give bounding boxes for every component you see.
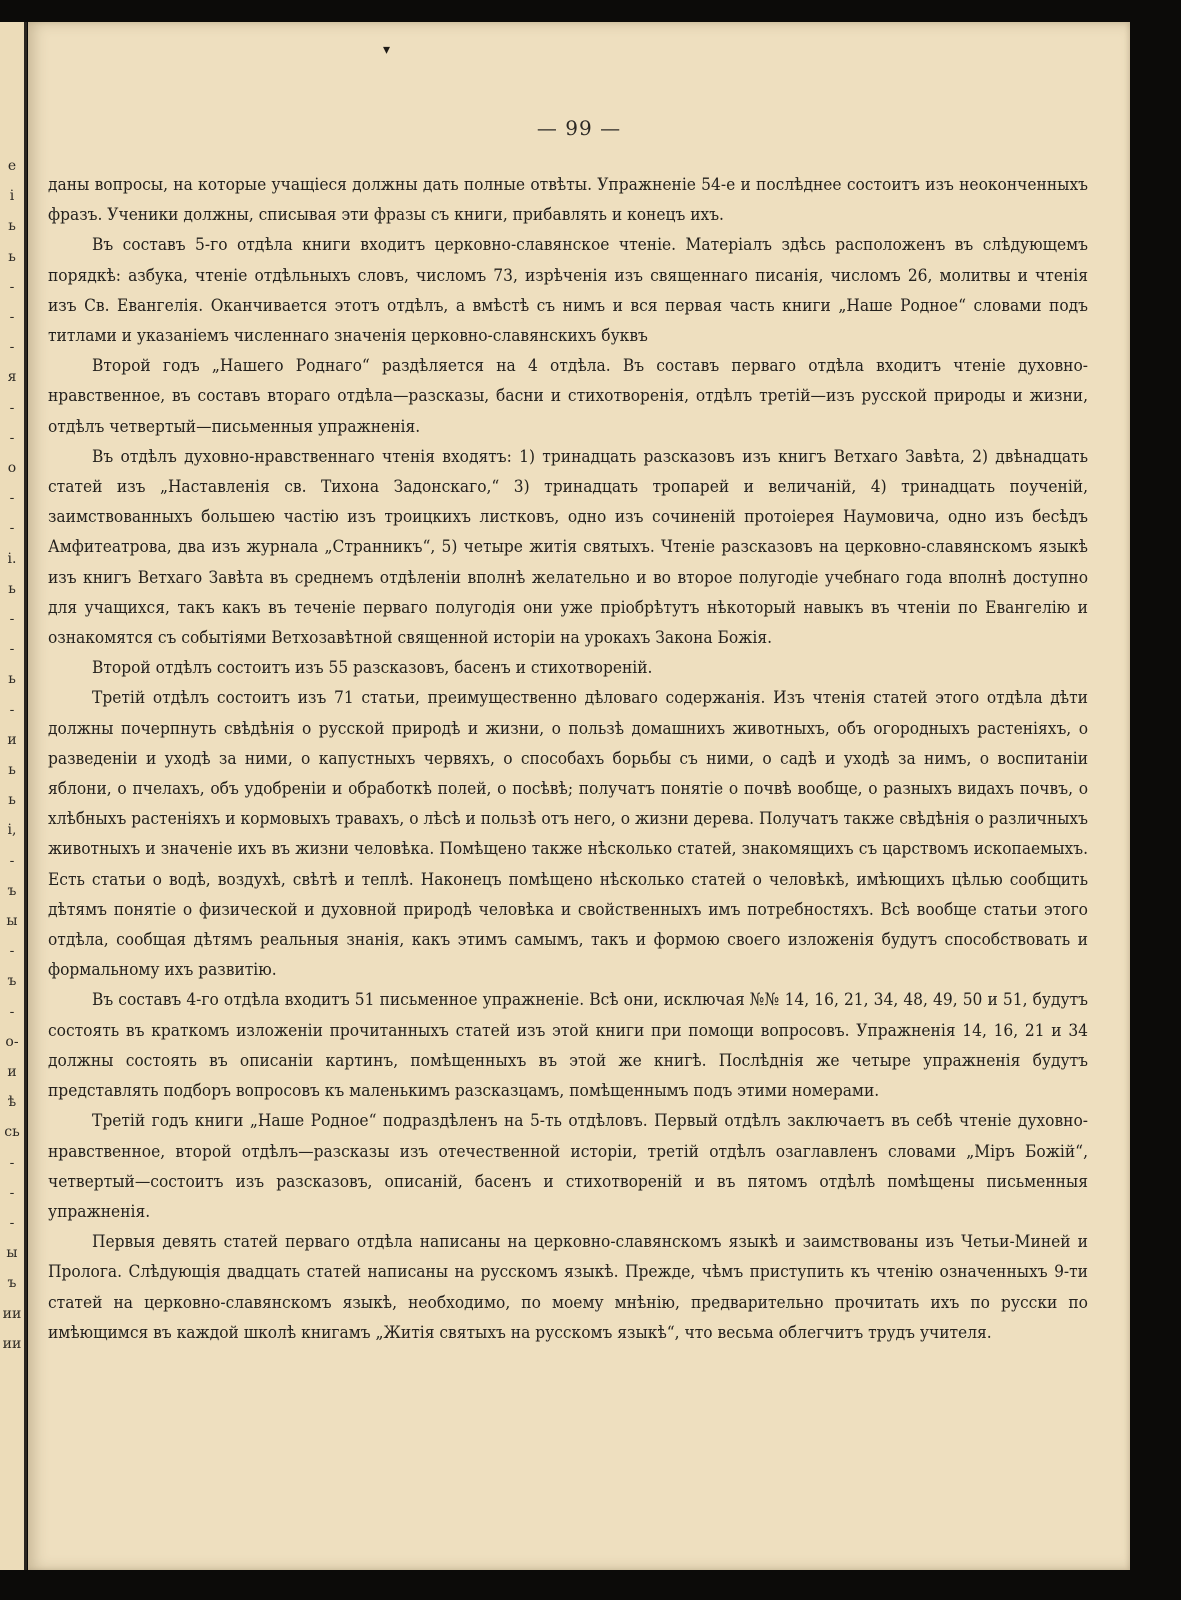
left-page-fragment: ии xyxy=(2,1335,22,1352)
paragraph-4: Въ отдѣлъ духовно-нравственнаго чтенія входятъ: 1) тринадцать разсказовъ изъ книгъ Ветхаго Завѣта, 2) двѣнадцать статей изъ „Наставленія св. Тихона Задонскаго,“ 3) тринадцать тропарей и величаній, 4) тринадцать поученій, заимствованныхъ большею частію изъ троицкихъ листковъ, одно изъ сочиненій протоіерея Наумовича, одно изъ бесѣдъ Амфитеатрова, два изъ журнала „Странникъ“, 5) четыре житія святыхъ. Чтеніе разсказовъ на церковно-славянскомъ языкѣ изъ книгъ Ветхаго Завѣта въ среднемъ отдѣленіи вполнѣ желательно и во второе полугодіе учебнаго года вполнѣ доступно для учащихся, такъ какъ въ теченіе перваго полугодія они уже пріобрѣтутъ нѣкоторый навыкъ въ чтеніи по Евангелію и ознакомятся съ событіями Ветхозавѣтной священной исторіи на урокахъ Закона Божія. xyxy=(48,446,1088,649)
left-page-edge xyxy=(0,22,27,1570)
left-page-fragment: ъ xyxy=(7,973,17,990)
left-page-fragment: ии xyxy=(2,1305,22,1322)
left-page-fragment: - xyxy=(9,641,15,658)
left-page-fragment: ь xyxy=(8,671,16,688)
left-page-fragment: е xyxy=(7,158,17,174)
left-page-fragment: - xyxy=(9,429,15,446)
left-page-fragment: ь xyxy=(8,792,16,809)
left-page-fragment: - xyxy=(9,1215,15,1231)
left-page-fragment: ь xyxy=(8,248,16,265)
left-page-fragment: ъ xyxy=(7,882,17,899)
left-page-fragment: - xyxy=(9,339,15,356)
paragraph-5: Второй отдѣлъ состоитъ изъ 55 разсказовъ, басенъ и стихотвореній. xyxy=(92,658,653,679)
left-page-fragment: ѣ xyxy=(7,1094,17,1111)
left-page-fragment: - xyxy=(9,1003,15,1020)
left-page-fragment: і, xyxy=(7,822,17,839)
paragraph-9: Первыя девять статей перваго отдѣла написаны на церковно-славянскомъ языкѣ и заимствованы изъ Четьи-Миней и Пролога. Слѣдующія двадцать статей написаны на русскомъ языкѣ. Прежде, чѣмъ приступить къ чтенію означенныхъ 9-ти статей на церковно-славянскомъ языкѣ, необходимо, по моему мнѣнію, предварительно прочитать ихъ по русски по имѣющимся въ каждой школѣ книгамъ „Житія святыхъ на русскомъ языкѣ“, что весьма облегчитъ трудъ учителя. xyxy=(48,1232,1088,1343)
left-page-fragment: - xyxy=(9,278,15,295)
paragraph-8: Третій годъ книги „Наше Родное“ подраздѣленъ на 5-ть отдѣловъ. Первый отдѣлъ заключаетъ въ себѣ чтеніе духовно-нравственное, второй отдѣлъ—разсказы изъ отечественной исторіи, третій отдѣлъ озаглавленъ словами „Міръ Божій“, четвертый—состоитъ изъ разсказовъ, описаній, басенъ и стихотвореній и въ пятомъ отдѣлѣ помѣщены письменныя упражненія. xyxy=(48,1111,1088,1222)
left-page-fragment: - xyxy=(9,399,15,416)
left-page-fragment: - xyxy=(9,943,15,960)
left-page-fragment: і. xyxy=(7,550,17,567)
left-page-fragment: - xyxy=(9,611,15,627)
page-corner-notch: ▾ xyxy=(383,42,391,58)
book-page xyxy=(28,22,1130,1570)
paragraph-2: Въ составъ 5-го отдѣла книги входитъ церковно-славянское чтеніе. Матеріалъ здѣсь расположенъ въ слѣдующемъ порядкѣ: азбука, чтеніе отдѣльныхъ словъ, числомъ 73, изрѣченія изъ священнаго писанія, числомъ 26, молитвы и чтенія изъ Св. Евангелія. Оканчивается этотъ отдѣлъ, а вмѣстѣ съ нимъ и вся первая часть книги „Наше Родное“ словами подъ титлами и указаніемъ численнаго значенія церковно-славянскихъ буквъ xyxy=(48,235,1088,347)
page-number: — 99 — xyxy=(536,116,622,140)
left-page-fragment: - xyxy=(9,852,15,869)
left-page-fragment: - xyxy=(9,1184,15,1201)
left-page-fragment: я xyxy=(7,369,17,386)
paragraph-1: даны вопросы, на которые учащіеся должны дать полные отвѣты. Упражненіе 54-е и послѣднее состоитъ изъ неоконченныхъ фразъ. Ученики должны, списывая эти фразы съ книги, прибавлять и конецъ ихъ. xyxy=(48,175,1088,226)
body-text xyxy=(48,170,1088,1348)
left-page-fragment: сь xyxy=(4,1124,20,1141)
left-page-fragment: ы xyxy=(6,1245,18,1262)
left-page-fragment: - xyxy=(9,520,15,537)
left-page-fragment: о xyxy=(7,460,17,476)
left-page-fragment: и xyxy=(7,1064,17,1080)
left-page-fragment: ь xyxy=(8,218,16,235)
left-page-fragment: - xyxy=(9,1154,15,1171)
left-page-fragment: - xyxy=(9,309,15,325)
left-page-fragment: ъ xyxy=(7,1275,17,1292)
left-page-fragment: - xyxy=(9,490,15,507)
paragraph-6: Третій отдѣлъ состоитъ изъ 71 статьи, преимущественно дѣловаго содержанія. Изъ чтенія статей этого отдѣла дѣти должны почерпнуть свѣдѣнія о русской природѣ и жизни, о пользѣ домашнихъ животныхъ, объ огородныхъ растеніяхъ, о разведеніи и уходѣ за ними, о капустныхъ червяхъ, о способахъ борьбы съ ними, о садѣ и уходѣ за нимъ, о воспитаніи яблони, о пчелахъ, объ удобреніи и обработкѣ полей, о посѣвѣ; получатъ понятіе о почвѣ вообще, о разныхъ видахъ почвъ, о хлѣбныхъ растеніяхъ и кормовыхъ травахъ, о лѣсѣ и пользѣ отъ него, о жизни дерева. Получатъ также свѣдѣнія о различныхъ животныхъ и значеніе ихъ въ жизни человѣка. Помѣщено также нѣсколько статей, знакомящихъ съ царствомъ ископаемыхъ. Есть статьи о водѣ, воздухѣ, свѣтѣ и теплѣ. Наконецъ помѣщено нѣсколько статей о человѣкѣ, имѣющихъ цѣлью сообщить дѣтямъ понятіе о физической и духовной природѣ человѣка и свойственныхъ имъ потребностяхъ. Всѣ вообще статьи этого отдѣла, сообщая дѣтямъ реальныя знанія, какъ этимъ самымъ, такъ и формою своего изложенія будутъ способствовать и формальному ихъ развитію. xyxy=(48,688,1088,981)
paragraph-3: Второй годъ „Нашего Роднаго“ раздѣляется на 4 отдѣла. Въ составъ перваго отдѣла входитъ чтеніе духовно-нравственное, въ составъ втораго отдѣла—разсказы, басни и стихотворенія, отдѣлъ третій—изъ русской природы и жизни, отдѣлъ четвертый—письменныя упражненія. xyxy=(48,356,1088,437)
left-page-fragment: ы xyxy=(6,913,18,929)
left-page-fragment: о- xyxy=(5,1033,19,1050)
left-page-fragment: і xyxy=(9,188,15,205)
paragraph-7: Въ составъ 4-го отдѣла входитъ 51 письменное упражненіе. Всѣ они, исключая №№ 14, 16, 21, 34, 48, 49, 50 и 51, будутъ состоять въ краткомъ изложеніи прочитанныхъ статей изъ этой книги при помощи вопросовъ. Упражненія 14, 16, 21 и 34 должны состоять въ описаніи картинъ, помѣщенныхъ въ этой же книгѣ. Послѣднія же четыре упражненія будутъ представлять подборъ вопросовъ къ маленькимъ разсказцамъ, помѣщеннымъ подъ этими номерами. xyxy=(48,990,1088,1102)
left-page-fragment: - xyxy=(9,701,15,718)
left-page-fragment: ь xyxy=(8,580,16,597)
left-page-fragment: ь xyxy=(8,762,16,778)
left-page-fragment: и xyxy=(7,731,17,748)
